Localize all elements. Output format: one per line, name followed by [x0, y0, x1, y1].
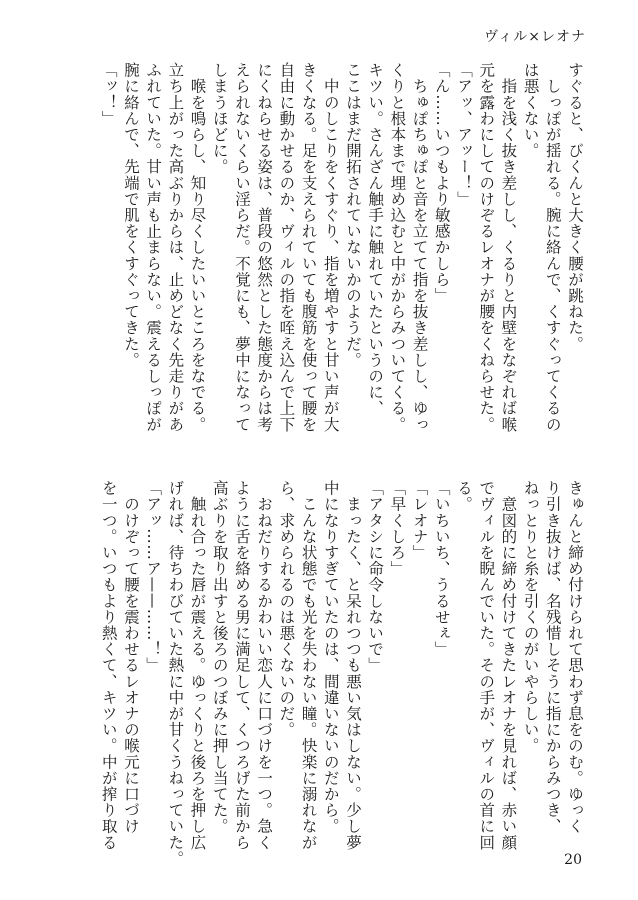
text-line: のけぞって腰を震わせるレオナの喉元に口づけ	[121, 480, 140, 835]
text-line: 「早くしろ」	[388, 480, 407, 577]
text-line: 「ッ！」	[99, 62, 118, 127]
text-line: ちゅぽちゅぽと音を立てて指を抜き差しし、ゆっ	[410, 62, 429, 433]
text-line: り引き抜けば、名残惜しそうに指にからみつき、	[543, 480, 562, 835]
text-line: 指を浅く抜き差しし、くるりと内壁をなぞれば喉	[499, 62, 518, 433]
text-line: 腕に絡んで、先端で肌をくすぐってきた。	[121, 62, 140, 368]
text-line: こんな状態でも光を失わない瞳。快楽に溺れなが	[299, 480, 318, 851]
text-line: ように舌を絡める男に満足して、くつろげた前から	[232, 480, 251, 851]
text-line: しまうほどに。	[210, 62, 229, 175]
text-line: る。	[454, 480, 473, 513]
text-line: にくねらせる姿は、普段の悠然とした態度からは考	[255, 62, 274, 433]
text-line: ら、求められるのは悪くないのだ。	[277, 480, 296, 738]
text-line: 喉を鳴らし、知り尽くしたいいところをなでる。	[188, 62, 207, 433]
text-line: 「レオナ」	[410, 480, 429, 561]
text-line: えられないくらい淫らだ。不覚にも、夢中になって	[232, 62, 251, 433]
upper-text-block	[66, 62, 586, 444]
text-line: 自由に動かせるのか、ヴィルの指を咥え込んで上下	[277, 62, 296, 433]
text-line: 元を露わにしてのけぞるレオナが腰をくねらせた。	[477, 62, 496, 433]
text-line: 「アタシに命令しないで」	[366, 480, 385, 674]
text-line: 「いちいち、うるせぇ」	[432, 480, 451, 658]
text-line: おねだりするかわいい恋人に口づけを一つ。急く	[255, 480, 274, 851]
text-line: げれば、待ちわびていた熱に中が甘くうねっていた。	[166, 480, 185, 867]
text-line: ふれていた。甘い声も止まらない。震えるしっぽが	[144, 62, 163, 433]
text-line: 高ぶりを取り出すと後ろのつぼみに押し当てた。	[210, 480, 229, 835]
text-line: 「ん……いつもより敏感かしら」	[432, 62, 451, 304]
text-line: でヴィルを睨んでいた。その手が、ヴィルの首に回	[477, 480, 496, 851]
text-line: を一つ。いつもより熱くて、キツい。中が搾り取る	[99, 480, 118, 851]
text-line: ねっとりと糸を引くのがいやらしい。	[521, 480, 540, 754]
text-line: まったく、と呆れつつも悪い気はしない。少し夢	[343, 480, 362, 851]
text-line: きくなる。足を支えられていても腹筋を使って腰を	[299, 62, 318, 433]
text-line: キツい。さんざん触手に触れていたというのに、	[366, 62, 385, 417]
text-line: きゅんと締め付けられて思わず息をのむ。ゆっく	[566, 480, 584, 835]
page-number: 20	[564, 852, 582, 868]
text-line: 意図的に締め付けてきたレオナを見れば、赤い顔	[499, 480, 518, 851]
text-line: くりと根本まで埋め込むと中がからみついてくる。	[388, 62, 407, 433]
text-line: 「アッ……ア——……！」	[144, 480, 163, 674]
text-line: 触れ合った唇が震える。ゆっくりと後ろを押し広	[188, 480, 207, 851]
text-line: ここはまだ開拓されていないかのようだ。	[343, 62, 362, 368]
text-line: しっぽが揺れる。腕に絡んで、くすぐってくるの	[543, 62, 562, 433]
text-line: 中のしこりをくすぐり、指を増やすと甘い声が大	[321, 62, 340, 433]
text-line: 「アッ、アッー！」	[454, 62, 473, 207]
lower-text-block	[66, 480, 586, 867]
text-line: は悪くない。	[521, 62, 540, 159]
running-header: ヴィル×レオナ	[484, 29, 586, 45]
text-line: 立ち上がった高ぶりからは、止めどなく先走りがあ	[166, 62, 185, 433]
text-line: すぐると、びくんと大きく腰が跳ねた。	[566, 62, 584, 352]
text-line: 中になりすぎていたのは、間違いないのだから。	[321, 480, 340, 835]
